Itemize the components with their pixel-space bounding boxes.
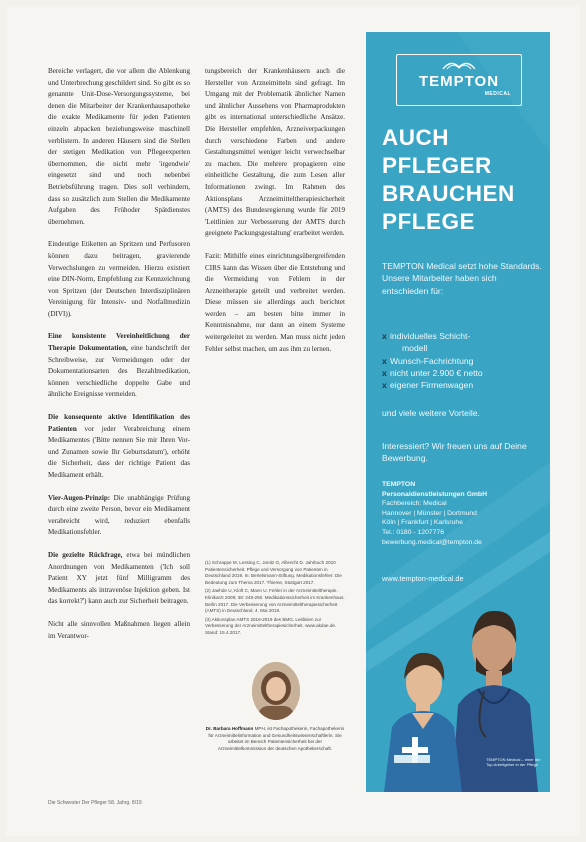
- company-line: Personaldienstleistungen GmbH: [382, 490, 487, 498]
- ad-badge-text: TEMPTON Medical – einer der Top-Arbeitgeber in der Pflege: [486, 757, 541, 768]
- logo-subtext: MEDICAL: [484, 91, 511, 97]
- x-bullet-icon: x: [382, 355, 387, 366]
- author-photo: [252, 662, 300, 720]
- article-paragraph: [48, 412, 190, 482]
- paragraph-text: Fazit: Mithilfe eines einrichtungsübergreifenden CIRS kann das Wissen über die Entstehung und die Vermeidung von Fehlern in der Arzneitherapie geteilt und verbreitet werden. Diese müssen sie allerdings auch berichtet werden – am besten bitte immer in Kenntnisnahme, nur dann an einem Systeme weitergeleitet zu werden. Man muss nicht jeden Fehler selbst machen, um aus ihm zu lernen.: [205, 251, 345, 353]
- apply-call: Interessiert? Wir freuen uns auf Deine Bewerbung.: [382, 441, 527, 464]
- phone: Tel.: 0180 - 1207776: [382, 528, 444, 536]
- email-link[interactable]: bewerbung.medical@tempton.de: [382, 538, 482, 546]
- benefit-item: x nicht unter 2.900 € netto: [382, 367, 483, 378]
- article-column-1: [48, 66, 190, 653]
- article-paragraph: [48, 66, 190, 228]
- paragraph-text: Nicht alle sinnvollen Maßnahmen liegen allein im Verantwor-: [48, 619, 190, 640]
- reference-3: (3) Aktionsplan AMTS 2016-2019 des BMG. Leitlinien zur Verbesserung der Arzneimitteltherapiesicherheit. www.akdae.de. Stand: 15.4.2017.: [205, 616, 337, 635]
- headline-line-2: PFLEGER: [382, 153, 492, 178]
- tempton-logo: [396, 54, 522, 106]
- paragraph-text: Die unabhängige Prüfung durch eine zweite Person, bevor ein Medikament verabreicht wird, reduziert ebenfalls Medikationsfehler.: [48, 493, 190, 537]
- x-bullet-icon: x: [382, 367, 387, 378]
- paragraph-lead: Eine konsistente Vereinheitlichung der Therapie Dokumentation,: [48, 332, 190, 353]
- field: Fachbereich: Medical: [382, 500, 447, 508]
- headline-line-4: PFLEGE: [382, 209, 476, 234]
- x-bullet-icon: x: [382, 380, 387, 391]
- headline-line-1: AUCH: [382, 125, 449, 150]
- website-link[interactable]: www.tempton-medical.de: [382, 574, 464, 583]
- article-paragraph: [48, 550, 190, 608]
- page-footer: Die Schwester Der Pfleger 58. Jahrg. 8/19: [48, 800, 142, 806]
- paragraph-lead: Die konsequente aktive Identifikation des Patienten: [48, 413, 190, 433]
- benefit-list: [382, 330, 548, 391]
- ad-intro: TEMPTON Medical setzt hohe Standards. Unsere Mitarbeiter haben sich entschieden für:: [382, 261, 542, 296]
- benefit-item: x eigener Firmenwagen: [382, 380, 474, 391]
- author-bio: MPH, ist Fachapothekerin, Fachapothekerin für Arzneimittelinformation und Gesundheitswissenschaftlerin. Sie arbeitet im Bereich Patientensicherheit bei der Arzneimittelkommission der deutschen Apothekerschaft.: [208, 726, 345, 751]
- article-paragraph: [48, 619, 190, 642]
- article-column-2: [205, 66, 345, 366]
- contact-block: [382, 480, 548, 547]
- paragraph-text: tungsbereich der Krankenhäusern auch die Hersteller von Arzneimitteln sind gefragt. Im Umgang mit der Problematik ähnlicher Namen und ähnlicher Aussehens von Pharmaprodukten gibt es international unterschiedliche Ansätze. Die Hersteller empfehlen, Arzneiverpackungen durch verschiedene Farben und andere Gestaltungsmittel weniger leicht verwechselbar zu machen. Die mehrere propagieren eine einheitliche Gestaltung, die zum Lesen aller Informationen zwingt. Im Rahmen des Aktionsplans Arzneimitteltherapiesicherheit (AMTS) des Bundesregierung wurde für 2019 'Leitlinien zur Verbesserung der AMTS durch geeignete Packungsgestaltung' erarbeitet werden.: [205, 67, 345, 238]
- author-name: Dr. Barbara Hoffmann: [205, 726, 254, 731]
- company-name: TEMPTON: [382, 481, 416, 488]
- logo-text: TEMPTON: [418, 73, 500, 90]
- more-benefits: und viele weitere Vorteile.: [382, 408, 480, 418]
- paragraph-text: vor jeder Verabreichung einem Medikamentes ('Bitte nennen Sie mir Ihren Vor- und Zunamen sowie Ihr Geburtsdatum'), erhöht die Sicherheit, dass der richtige Patient das Medikament erhält.: [48, 424, 190, 479]
- ad-headline: [382, 124, 548, 236]
- logo-wings-icon: [441, 59, 477, 71]
- references: [205, 560, 345, 639]
- cities-2: Köln | Frankfurt | Karlsruhe: [382, 519, 463, 527]
- paragraph-text: Bereiche verlagert, die vor allem die Ablenkung und Unterbrechung geschildert sind. So gibt es so genannte Unit-Dose-Versorgungssysteme, bei denen die Mitarbeiter der Krankenhausapotheke die exakte Medikamente für jeden Patienten einzeln abpacken beziehungsweise maschinell verblistern. In anderen Häusern sind die Stellen der stetigen Medikation von Pflegeexperten übernommen, die nicht mehr 'irgendwie' eingesetzt sind und noch nebenbei Betriebsführung tragen. Dies soll verhindern, dass so zusätzlich zum Stellen die Medikamente Aufgaben des Frühoder Spätdienstes übernehmen.: [48, 67, 190, 226]
- paragraph-lead: Vier-Augen-Prinzip:: [48, 493, 111, 502]
- paragraph-text: etwa bei mündlichen Anordnungen von Medikamenten ('Ich soll Patient XY jetzt fünf Milligramm des Medikaments als intravenöse Injektion geben. Ist das korrekt?') kann auch zur Sicherheit beitragen.: [48, 550, 190, 606]
- cities-1: Hannover | Münster | Dortmund: [382, 509, 477, 517]
- tempton-advertisement[interactable]: [366, 32, 550, 792]
- paragraph-text: eine handschrift der Schreibweise, zur Vermeidungen oder der Dokumentationsarten des Bezahlmedikation, können verschiedliche doppelte Gabe und ähnliche Ereignisse vermeiden.: [48, 344, 190, 399]
- benefit-item: x Wunsch-Fachrichtung: [382, 355, 474, 366]
- headline-line-3: BRAUCHEN: [382, 181, 515, 206]
- article-paragraph: [205, 66, 345, 240]
- article-paragraph: [48, 331, 190, 401]
- benefit-item: x individuelles Schicht-: [382, 331, 471, 341]
- author-caption: [205, 726, 345, 752]
- article-paragraph: [205, 251, 345, 355]
- paragraph-lead: Die gezielte Rückfrage,: [48, 550, 123, 559]
- reference-2: (2) Jaehde U, Kloft C, Mann U. Fehler in der Arzneimitteltherapie. Klinikarzt 2009; 38: 248-250. Medikationssicherheit im Krankenhaus. Berlin 2017. Die Verbesserung von Arzneimitteltherapiesicherheit (AMTS) in Deutschland. 4. Mai 2019.: [205, 588, 345, 614]
- reference-1: (1) Schrappe M, Lessing C, Jonitz G, Albrecht D. Jahrbuch 2010 Patientensicherheit. Pflege und Versorgung von Patienten in Deutschland 2019. In: Bertelsmann-Stiftung. Medikationsfehler: Die Bedeutung zum Thema 2017. Thieme, Stuttgart 2017.: [205, 560, 342, 585]
- article-paragraph: [48, 493, 190, 539]
- x-bullet-icon: x: [382, 331, 387, 341]
- paragraph-text: Eindeutige Etiketten an Spritzen und Perfusoren können dazu beitragen, gravierende Verwechslungen zu vermeiden. Hierzu existiert eine DIN-Norm, Empfehlung zur Kennzeichnung von Spritzen (der Deutschen Interdisziplinären Vereinigung für Intensiv- und Notfallmedizin (DIVI)).: [48, 240, 190, 318]
- benefit-item-continued: modell: [402, 343, 428, 354]
- article-paragraph: [48, 239, 190, 320]
